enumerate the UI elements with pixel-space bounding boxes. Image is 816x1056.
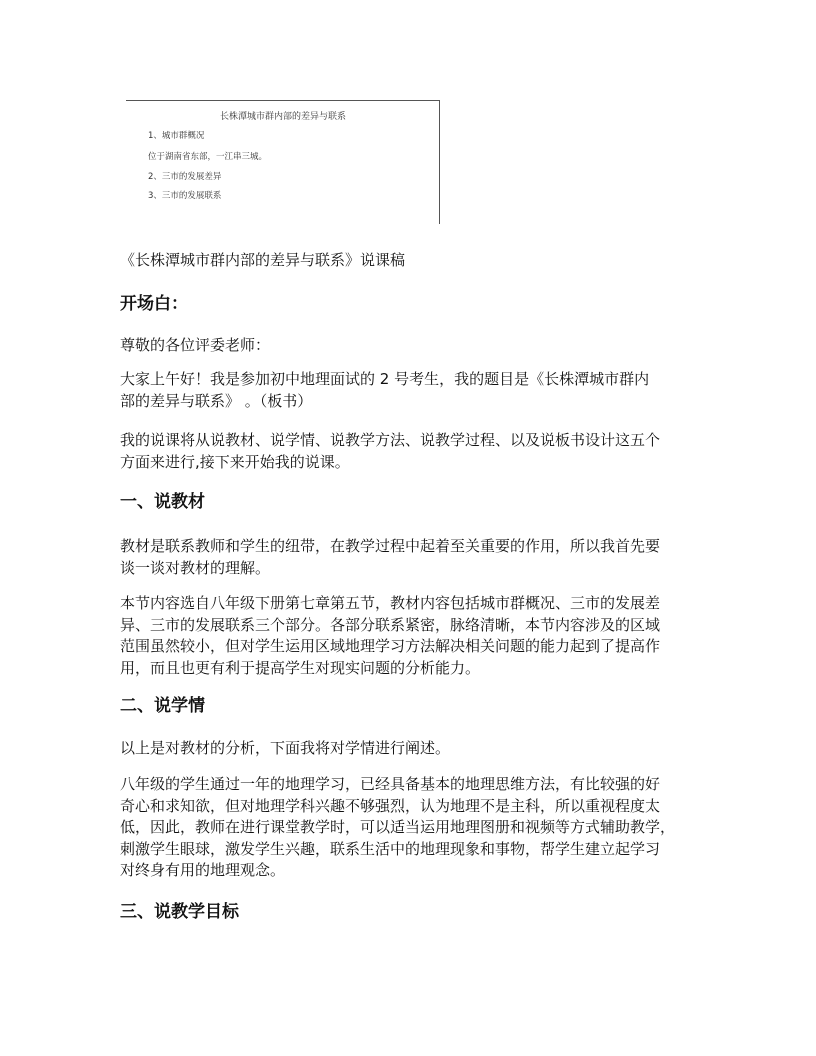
board-title: 长株潭城市群内部的差异与联系 (219, 112, 346, 122)
board-line: 2、三市的发展差异 (148, 172, 222, 182)
paragraph-outline (120, 430, 710, 473)
paragraph-line: 以上是对教材的分析，下面我将对学情进行阐述。 (120, 739, 451, 757)
board-writing-image (126, 100, 440, 224)
section-heading-textbook: 一、说教材 (120, 492, 205, 512)
paragraph-textbook-role (120, 536, 710, 579)
paragraph-line: 方面来进行,接下来开始我的说课。 (120, 452, 350, 471)
paragraph-line: 谈一谈对教材的理解。 (120, 558, 271, 577)
paragraph-intro (120, 369, 710, 412)
paragraph-line: 异、三市的发展联系三个部分。各部分联系紧密，脉络清晰，本节内容涉及的区域 (120, 615, 661, 634)
paragraph-textbook-content (120, 593, 710, 679)
section-heading-students: 二、说学情 (120, 696, 205, 716)
paragraph-line: 奇心和求知欲，但对地理学科兴趣不够强烈，认为地理不是主科，所以重视程度太 (120, 796, 661, 815)
paragraph-line: 低，因此，教师在进行课堂教学时，可以适当运用地理图册和视频等方式辅助教学， (120, 818, 676, 836)
paragraph-line: 本节内容选自八年级下册第七章第五节，教材内容包括城市群概况、三市的发展差 (120, 594, 661, 612)
paragraph-line: 尊敬的各位评委老师： (120, 336, 271, 354)
paragraph-line: 大家上午好！我是参加初中地理面试的 2 号考生，我的题目是《长株潭城市群内 (120, 370, 650, 388)
paragraph-students-analysis (120, 774, 710, 882)
paragraph-line: 刺激学生眼球，激发学生兴趣，联系生活中的地理现象和事物，帮学生建立起学习 (120, 839, 661, 858)
section-heading-opening: 开场白： (120, 294, 188, 314)
paragraph-line: 部的差异与联系》 。（板书） (120, 391, 313, 410)
paragraph-line: 八年级的学生通过一年的地理学习，已经具备基本的地理思维方法，有比较强的好 (120, 775, 661, 793)
paragraph-line: 范围虽然较小，但对学生运用区域地理学习方法解决相关问题的能力起到了提高作 (120, 637, 661, 655)
paragraph-line: 用，而且也更有利于提高学生对现实问题的分析能力。 (120, 658, 481, 677)
paragraph-greeting (120, 335, 710, 357)
paragraph-line: 我的说课将从说教材、说学情、说教学方法、说教学过程、以及说板书设计这五个 (120, 431, 661, 449)
section-heading-objectives: 三、说教学目标 (120, 902, 239, 922)
board-line: 3、三市的发展联系 (148, 191, 222, 201)
paragraph-line: 教材是联系教师和学生的纽带，在教学过程中起着至关重要的作用，所以我首先要 (120, 537, 661, 555)
board-line: 1、城市群概况 (148, 131, 205, 141)
paragraph-students-transition (120, 738, 710, 760)
document-title: 《长株潭城市群内部的差异与联系》说课稿 (120, 251, 406, 269)
paragraph-line: 对终身有用的地理观念。 (120, 861, 286, 879)
board-line: 位于湖南省东部，一江串三城。 (148, 152, 268, 162)
